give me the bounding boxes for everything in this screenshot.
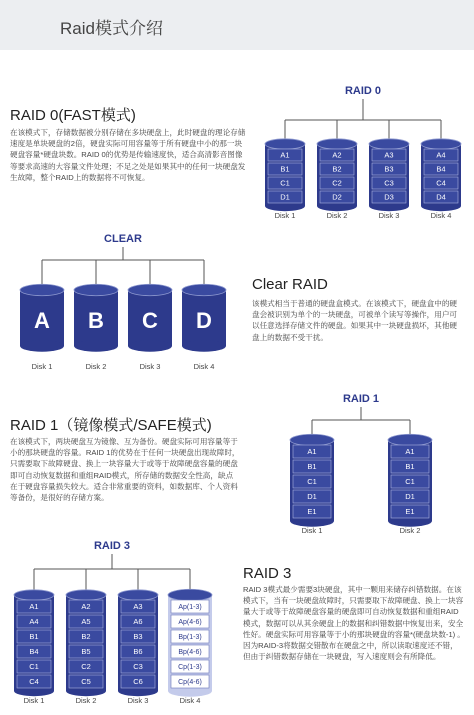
block-label: A2 bbox=[81, 601, 91, 611]
raid3-diagram bbox=[8, 535, 230, 713]
block-label: Bp(1-3) bbox=[178, 633, 202, 641]
disk-label: Disk 3 bbox=[139, 361, 161, 371]
block-label: A1 bbox=[29, 601, 39, 611]
block-label: A1 bbox=[405, 446, 415, 456]
disk-label: Disk 2 bbox=[326, 210, 348, 220]
disk-label: Disk 4 bbox=[179, 695, 201, 705]
clear-diagram bbox=[10, 228, 240, 378]
block-label: D2 bbox=[332, 192, 342, 202]
block-label: A3 bbox=[133, 601, 143, 611]
raid3-description: RAID 3模式最少需要3块硬盘，其中一颗用来储存纠错数据。在该模式下，当有一块硬盘故障时，只需要取下故障硬盘、换上一块容量大于或等于故障硬盘容量的硬盘即可自动恢复数据和重组RAID模式，数据可以从其余硬盘上的数据和纠错数据中恢复出来，安全性好。硬盘实际可用容量等于小的那块硬盘的容量*(硬盘块数-1) 。因为RAID-3将数据交错散布在硬盘之中，所以读取速度还不错，但由于纠错数据存储在一块硬盘，写入速度则会有所降低。 bbox=[243, 585, 465, 662]
header-bar bbox=[0, 0, 474, 50]
block-label: Bp(4-6) bbox=[178, 648, 202, 656]
block-label: B4 bbox=[436, 164, 446, 174]
raid0-title: RAID 0(FAST模式) bbox=[10, 107, 136, 124]
block-label: B1 bbox=[280, 164, 290, 174]
clear-title: Clear RAID bbox=[252, 276, 328, 293]
block-label: C1 bbox=[405, 476, 415, 486]
raid0-diagram bbox=[255, 80, 470, 230]
raid3-title: RAID 3 bbox=[243, 565, 292, 582]
disk-label: Disk 1 bbox=[301, 525, 323, 535]
block-label: B2 bbox=[332, 164, 342, 174]
block-label: E1 bbox=[307, 506, 317, 516]
disk-letter: A bbox=[34, 307, 50, 333]
disk-letter: C bbox=[142, 307, 158, 333]
block-label: B2 bbox=[81, 631, 91, 641]
block-label: A4 bbox=[29, 616, 39, 626]
block-label: C6 bbox=[133, 676, 143, 686]
block-label: E1 bbox=[405, 506, 415, 516]
block-label: B1 bbox=[29, 631, 39, 641]
block-label: A1 bbox=[280, 150, 290, 160]
block-label: A2 bbox=[332, 150, 342, 160]
block-label: C4 bbox=[436, 178, 446, 188]
disk-label: Disk 4 bbox=[430, 210, 452, 220]
block-label: D3 bbox=[384, 192, 394, 202]
block-label: C1 bbox=[280, 178, 290, 188]
block-label: D1 bbox=[280, 192, 290, 202]
disk-letter: B bbox=[88, 307, 104, 333]
disk-label: Disk 2 bbox=[399, 525, 421, 535]
block-label: Cp(1-3) bbox=[178, 663, 202, 671]
disk-label: Disk 2 bbox=[75, 695, 97, 705]
block-label: D1 bbox=[307, 491, 317, 501]
raid1-diagram bbox=[270, 388, 450, 536]
disk-label: Disk 4 bbox=[193, 361, 215, 371]
diagram-title: RAID 0 bbox=[344, 84, 382, 97]
raid1-description: 在该模式下，两块硬盘互为镜像、互为备份。硬盘实际可用容量等于小的那块硬盘的容量。RAID 1的优势在于任何一块硬盘出现故障时，只需要取下故障硬盘、换上一块容量大于或等于故障硬盘容量的硬盘即可自动恢复数据和重组RAID模式，所存储的数据安全性高，缺点在于硬盘容量损失较大。适合非常重要的资料，如数据库、个人资料等备份，是很好的存储方案。 bbox=[10, 437, 240, 503]
raid1-title: RAID 1（镜像模式/SAFE模式) bbox=[10, 417, 212, 434]
block-label: Cp(4-6) bbox=[178, 678, 202, 686]
block-label: A6 bbox=[133, 616, 143, 626]
block-label: B1 bbox=[405, 461, 415, 471]
block-label: B3 bbox=[133, 631, 143, 641]
block-label: B3 bbox=[384, 164, 394, 174]
disk-label: Disk 1 bbox=[274, 210, 296, 220]
clear-description: 该模式相当于普通的硬盘盒模式。在该模式下，硬盘盒中的硬盘会被识别为单个的一块硬盘，可被单个读写等操作，用户可以任意选择存储文件的硬盘。如果其中一块硬盘损坏，其他硬盘上的数据不受干扰。 bbox=[252, 299, 458, 342]
block-label: A5 bbox=[81, 616, 91, 626]
block-label: C1 bbox=[307, 476, 317, 486]
block-label: D1 bbox=[405, 491, 415, 501]
diagram-title: RAID 1 bbox=[342, 392, 380, 405]
block-label: C2 bbox=[332, 178, 342, 188]
block-label: D4 bbox=[436, 192, 446, 202]
block-label: C4 bbox=[29, 676, 39, 686]
block-label: B6 bbox=[133, 646, 143, 656]
block-label: A3 bbox=[384, 150, 394, 160]
disk-label: Disk 3 bbox=[378, 210, 400, 220]
disk-letter: D bbox=[196, 307, 212, 333]
block-label: B1 bbox=[307, 461, 317, 471]
disk-label: Disk 1 bbox=[31, 361, 53, 371]
raid0-description: 在该模式下，存储数据被分别存储在多块硬盘上，此时硬盘的理论存储速度是单块硬盘的2倍，硬盘实际可用容量等于所有硬盘中小的那一块硬盘容量*硬盘块数。RAID 0的优势是传输速度快，适合高清影音图像等要求高速的大容量文件处理；不足之处是如果其中的任何一块硬盘发生故障，整个RAID上的数据将不可恢复。 bbox=[10, 128, 246, 182]
block-label: C3 bbox=[384, 178, 394, 188]
block-label: C3 bbox=[133, 661, 143, 671]
block-label: A1 bbox=[307, 446, 317, 456]
diagram-title: CLEAR bbox=[104, 232, 142, 245]
block-label: C5 bbox=[81, 676, 91, 686]
block-label: B4 bbox=[29, 646, 39, 656]
diagram-title: RAID 3 bbox=[93, 539, 131, 552]
disk-label: Disk 1 bbox=[23, 695, 45, 705]
page-title: Raid模式介绍 bbox=[60, 19, 163, 38]
block-label: B5 bbox=[81, 646, 91, 656]
disk-label: Disk 3 bbox=[127, 695, 149, 705]
block-label: C1 bbox=[29, 661, 39, 671]
disk-label: Disk 2 bbox=[85, 361, 107, 371]
block-label: A4 bbox=[436, 150, 446, 160]
block-label: Ap(4-6) bbox=[178, 618, 202, 626]
block-label: C2 bbox=[81, 661, 91, 671]
block-label: Ap(1-3) bbox=[178, 603, 202, 611]
